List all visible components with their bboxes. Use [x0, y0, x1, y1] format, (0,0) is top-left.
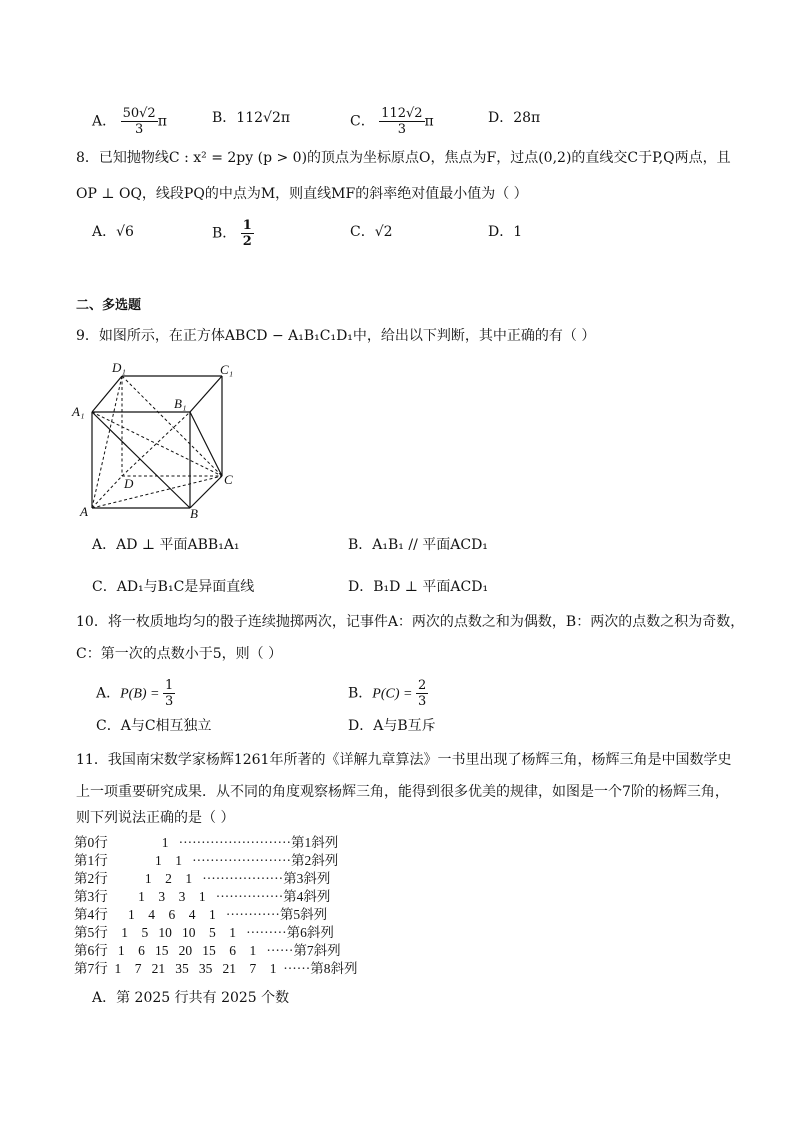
q11-stem-line3: 则下列说法正确的是（ ）: [76, 810, 235, 826]
q8-option-d: D．1: [488, 224, 523, 240]
q8-option-b: B． $\frac{1}{2}$: [212, 218, 252, 249]
triangle-row: 第6行 1 6 15 20 15 6 1 ······第7斜列: [74, 943, 341, 958]
q7-option-a: A． $\frac{50√2}{3}$ π: [92, 106, 167, 137]
q8-stem-line2: OP ⊥ OQ，线段PQ的中点为M，则直线MF的斜率绝对值最小值为（ ）: [76, 186, 528, 202]
q9-option-d: D．B₁D ⊥ 平面ACD₁: [348, 579, 489, 595]
section-title: 二、多选题: [76, 298, 142, 313]
triangle-row: 第3行 1 3 3 1 ···············第4斜列: [74, 889, 331, 904]
triangle-row: 第0行 1 ·························第1斜列: [74, 835, 339, 850]
q9-option-a: A．AD ⊥ 平面ABB₁A₁: [92, 537, 240, 553]
label-d1: D₁: [112, 360, 126, 375]
q10-stem-line1: 10．将一枚质地均匀的骰子连续抛掷两次，记事件A：两次的点数之和为偶数，B：两次的点数之积为奇数，: [76, 614, 745, 630]
label-b1: B₁: [174, 396, 187, 411]
q8-option-c: C．√2: [350, 224, 393, 240]
triangle-row: 第5行 1 5 10 10 5 1 ·········第6斜列: [74, 925, 334, 940]
q8-stem-line1: 8．已知抛物线C : x² = 2py (p > 0)的顶点为坐标原点O，焦点为F，过点(0,2)的直线交C于P,Q两点，且: [76, 150, 731, 166]
q10-option-c: C．A与C相互独立: [96, 718, 212, 734]
q11-option-a: A．第 2025 行共有 2025 个数: [92, 990, 290, 1006]
cube-figure: [70, 360, 250, 520]
triangle-row: 第4行 1 4 6 4 1 ············第5斜列: [74, 907, 328, 922]
label-a1: A₁: [72, 404, 85, 419]
q8-option-a: A．√6: [92, 224, 134, 240]
q10-stem-line2: C：第一次的点数小于5，则（ ）: [76, 646, 283, 662]
q7-option-d: D．28π: [488, 110, 541, 126]
fraction: $\frac{112√2}{3}$: [381, 106, 423, 137]
q11-stem-line2: 上一项重要研究成果．从不同的角度观察杨辉三角，能得到很多优美的规律，如图是一个7阶的杨辉三角，: [76, 784, 729, 800]
q9-option-c: C．AD₁与B₁C是异面直线: [92, 579, 255, 595]
q7-option-c: C． $\frac{112√2}{3}$ π: [350, 106, 434, 137]
label-c: C: [224, 472, 233, 487]
triangle-row: 第1行 1 1 ······················第2斜列: [74, 853, 339, 868]
yanghui-triangle: [74, 834, 434, 980]
q10-option-b: B．P(C) = $\frac{2}{3}$: [348, 678, 427, 709]
fraction: $\frac{1}{3}$: [165, 678, 174, 709]
label-c1: C₁: [220, 362, 234, 377]
q10-option-d: D．A与B互斥: [348, 718, 436, 734]
label-a: A: [80, 504, 88, 519]
fraction: $\frac{1}{2}$: [242, 218, 252, 249]
q10-option-a: A．P(B) = $\frac{1}{3}$: [96, 678, 174, 709]
label-d: D: [124, 476, 134, 491]
label-b: B: [190, 506, 198, 520]
q11-stem-line1: 11．我国南宋数学家杨辉1261年所著的《详解九章算法》一书里出现了杨辉三角，杨辉三角是中国数学史: [76, 752, 732, 768]
fraction: $\frac{2}{3}$: [417, 678, 427, 709]
q9-stem: 9．如图所示，在正方体ABCD − A₁B₁C₁D₁中，给出以下判断，其中正确的有（ ）: [76, 328, 596, 344]
q9-option-b: B．A₁B₁ // 平面ACD₁: [348, 537, 488, 553]
q7-option-b: B．112√2π: [212, 110, 291, 126]
fraction: $\frac{50√2}{3}$: [122, 106, 156, 137]
triangle-row: 第2行 1 2 1 ··················第3斜列: [74, 871, 331, 886]
triangle-row: 第7行 1 7 21 35 35 21 7 1 ······第8斜列: [74, 961, 358, 976]
